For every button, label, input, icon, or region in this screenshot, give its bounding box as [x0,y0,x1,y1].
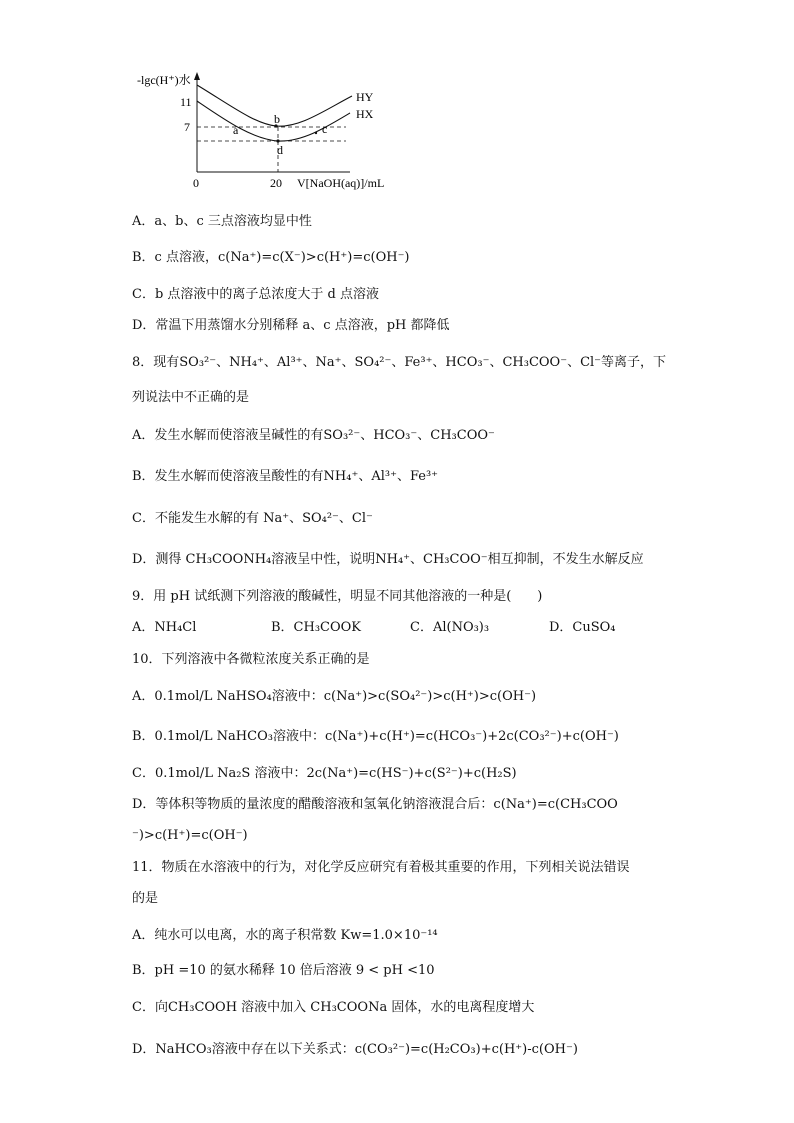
q9-option-b: B．CH₃COOK [271,620,362,635]
q10-option-d-line2: ⁻)>c(H⁺)=c(OH⁻) [132,828,248,843]
q11-option-d: D．NaHCO₃溶液中存在以下关系式：c(CO₃²⁻)=c(H₂CO₃)+c(H⁺)-c(OH⁻) [132,1042,578,1057]
q10-option-a: A．0.1mol/L NaHSO₄溶液中：c(Na⁺)>c(SO₄²⁻)>c(H⁺)>c(OH⁻) [132,689,537,704]
curve-label-hx: HX [356,107,374,121]
q11-option-b: B．pH =10 的氨水稀释 10 倍后溶液 9 < pH <10 [132,963,435,978]
q8-option-a: A．发生水解而使溶液呈碱性的有SO₃²⁻、HCO₃⁻、CH₃COO⁻ [132,428,495,443]
q8-stem-line2: 列说法中不正确的是 [132,390,250,405]
q10-stem: 10．下列溶液中各微粒浓度关系正确的是 [132,652,370,667]
x-tick-20: 20 [270,176,282,190]
point-label-b: b [274,112,280,126]
point-label-c: c [322,122,328,136]
q8-option-b: B．发生水解而使溶液呈酸性的有NH₄⁺、Al³⁺、Fe³⁺ [132,469,439,484]
y-tick-7: 7 [184,120,190,134]
y-tick-11: 11 [180,95,192,109]
point-c-marker [315,132,317,134]
q9-option-d: D．CuSO₄ [549,620,616,635]
q7-option-c: C．b 点溶液中的离子总浓度大于 d 点溶液 [132,287,379,302]
q11-option-c: C．向CH₃COOH 溶液中加入 CH₃COONa 固体，水的电离程度增大 [132,1000,535,1015]
q9-option-c: C．Al(NO₃)₃ [410,620,490,635]
titration-figure [0,0,794,200]
q9-option-a: A．NH₄Cl [132,620,197,635]
y-axis-label: -lgc(H⁺)水 [137,73,191,87]
q8-option-d: D．测得 CH₃COONH₄溶液呈中性，说明NH₄⁺、CH₃COO⁻相互抑制，不发生水解反应 [132,552,644,567]
x-axis-label: V[NaOH(aq)]/mL [297,176,385,190]
q11-stem-line1: 11．物质在水溶液中的行为，对化学反应研究有着极其重要的作用，下列相关说法错误 [132,860,630,875]
curve-label-hy: HY [356,90,374,104]
q10-option-d-line1: D．等体积等物质的量浓度的醋酸溶液和氢氧化钠溶液混合后：c(Na⁺)=c(CH₃COO [132,797,618,812]
q10-option-c: C．0.1mol/L Na₂S 溶液中：2c(Na⁺)=c(HS⁻)+c(S²⁻)+c(H₂S) [132,766,517,781]
q7-option-a: A．a、b、c 三点溶液均显中性 [132,214,312,229]
q11-stem-line2: 的是 [132,891,159,906]
q9-stem: 9．用 pH 试纸测下列溶液的酸碱性，明显不同其他溶液的一种是( ) [132,589,543,604]
point-label-d: d [277,143,283,157]
q8-option-c: C．不能发生水解的有 Na⁺、SO₄²⁻、Cl⁻ [132,511,373,526]
y-axis-arrow [194,72,200,80]
q10-option-b: B．0.1mol/L NaHCO₃溶液中：c(Na⁺)+c(H⁺)=c(HCO₃⁻)+2c(CO₃²⁻)+c(OH⁻) [132,729,619,744]
q7-option-d: D．常温下用蒸馏水分别稀释 a、c 点溶液，pH 都降低 [132,318,450,333]
q8-stem-line1: 8．现有SO₃²⁻、NH₄⁺、Al³⁺、Na⁺、SO₄²⁻、Fe³⁺、HCO₃⁻、CH₃COO⁻、Cl⁻等离子，下 [132,355,667,370]
q7-option-b: B．c 点溶液，c(Na⁺)=c(X⁻)>c(H⁺)=c(OH⁻) [132,250,410,265]
point-label-a: a [233,123,239,137]
x-tick-0: 0 [193,176,199,190]
q11-option-a: A．纯水可以电离，水的离子积常数 Kw=1.0×10⁻¹⁴ [132,928,438,943]
